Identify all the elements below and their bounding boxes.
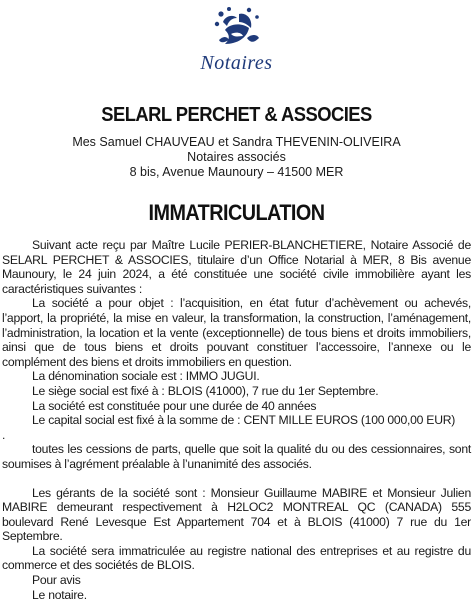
paragraph-notice: Pour avis	[32, 573, 81, 588]
paragraph-seat: Le siège social est fixé à : BLOIS (41000), 7 rue du 1er Septembre.	[32, 383, 379, 398]
marianne-logo-icon	[207, 4, 267, 56]
paragraph-transfers: toutes les cessions de parts, quelle que soit la qualité du ou des cessionnaires, sont soumises à l’agrément préalable à l’unanimité des associés.	[2, 442, 471, 471]
logo-wordmark: Notaires	[200, 52, 273, 74]
paragraph-managers: Les gérants de la société sont : Monsieur Guillaume MABIRE et Monsieur Julien MABIRE demeurant respectivement à H2LOC2 MONTREAL QC (CANADA) 555 boulevard René Levesque Est Appartement 704 et à BLOIS (41000) 7 rue du 1er Septembre.	[2, 485, 471, 544]
announcement-body	[2, 238, 471, 602]
notaries-names: Mes Samuel CHAUVEAU et Sandra THEVENIN-OLIVEIRA	[72, 135, 401, 149]
paragraph-purpose: La société a pour objet : l’acquisition, en état futur d’achèvement ou achevés, l’apport, la propriété, la mise en valeur, la transformation, la construction, l’aménagement, l’administration, la location et la vente (exceptionnelle) de tous biens et droits immobiliers, ainsi que de tous biens et droits pouvant constituer l’accessoire, l’annexe ou le complément des biens et droits immobiliers en question.	[2, 296, 471, 369]
firm-details	[0, 135, 473, 180]
firm-name: SELARL PERCHET & ASSOCIES	[101, 104, 372, 126]
paragraph-duration: La société est constituée pour une durée de 40 années	[32, 398, 317, 413]
paragraph-deed: Suivant acte reçu par Maître Lucile PERIER-BLANCHETIERE, Notaire Associé de SELARL PERCHET & ASSOCIES, titulaire d’un Office Notarial à MER, 8 Bis avenue Maunoury, le 24 juin 2024, a été constituée une société civile immobilière ayant les caractéristiques suivantes :	[2, 238, 471, 296]
notaries-title: Notaires associés	[187, 150, 286, 164]
notaires-logo	[0, 4, 473, 75]
paragraph-name: La dénomination sociale est : IMMO JUGUI.	[32, 369, 260, 384]
paragraph-capital: Le capital social est fixé à la somme de : CENT MILLE EUROS (100 000,00 EUR)	[32, 413, 456, 428]
announcement-heading: IMMATRICULATION	[148, 200, 325, 225]
paragraph-registration: La société sera immatriculée au registre national des entreprises et au registre du commerce et des sociétés de BLOIS.	[2, 543, 471, 573]
paragraph-signature: Le notaire.	[32, 587, 87, 602]
paragraph-dot: .	[2, 427, 6, 442]
firm-address: 8 bis, Avenue Maunoury – 41500 MER	[129, 165, 344, 179]
